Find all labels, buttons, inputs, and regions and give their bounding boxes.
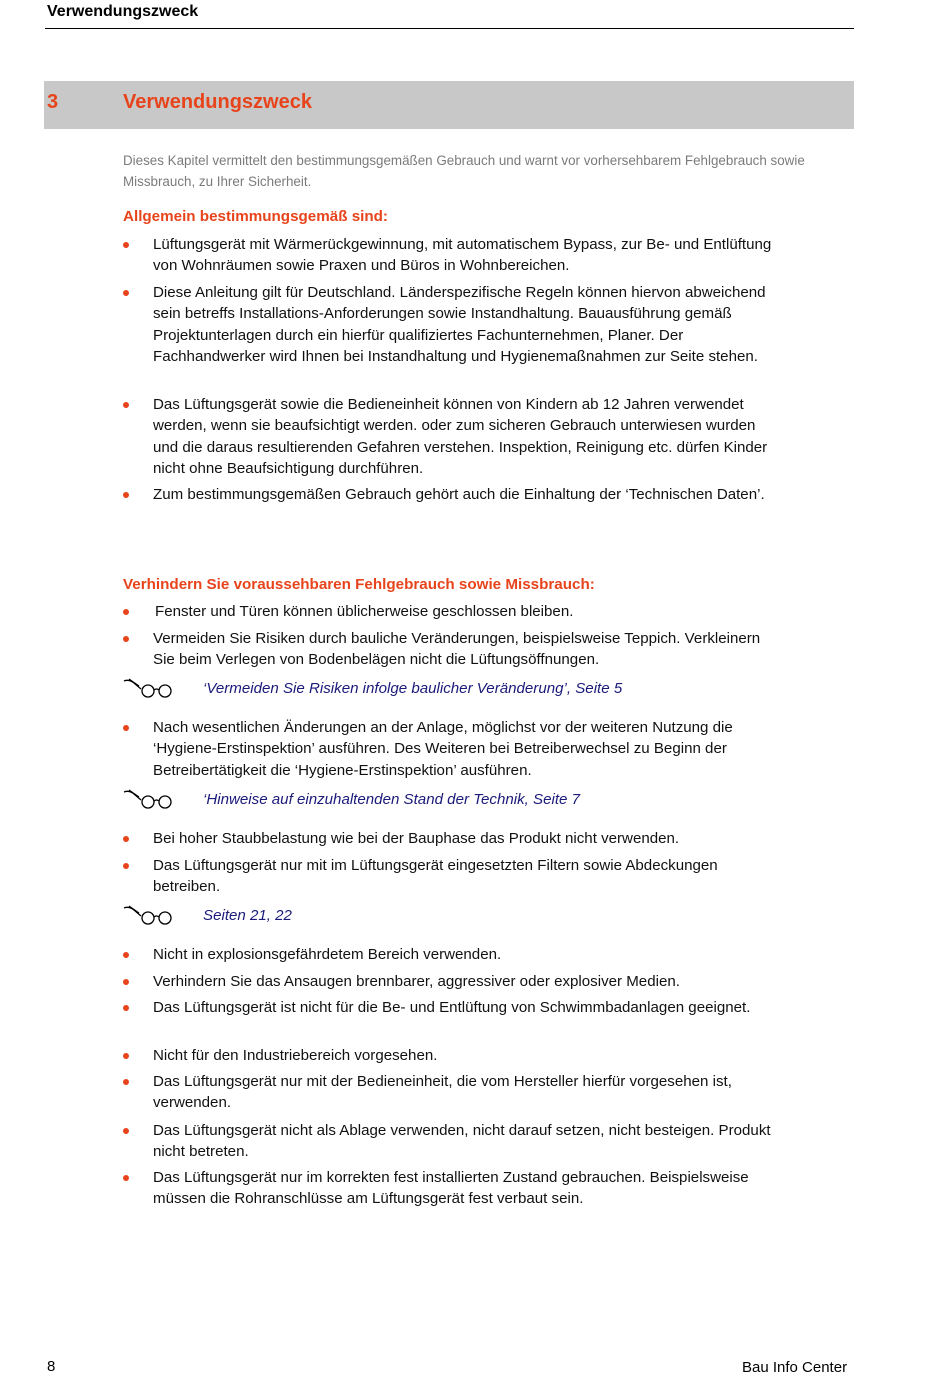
bullet-dot-icon (123, 290, 129, 296)
bullet-dot-icon (123, 1053, 129, 1059)
list-item-text: Das Lüftungsgerät nur mit im Lüftungsgerät eingesetzten Filtern sowie Abdeckungen betreiben. (153, 857, 718, 896)
bullet-dot-icon (123, 1128, 129, 1134)
cross-reference-text[interactable]: ‘Hinweise auf einzuhaltenden Stand der Technik, Seite 7 (203, 791, 581, 808)
bullet-dot-icon (123, 1175, 129, 1181)
bullet-dot-icon (123, 863, 129, 869)
list-item-text: Verhindern Sie das Ansaugen brennbarer, aggressiver oder explosiver Medien. (153, 973, 680, 990)
bullet-dot-icon (123, 609, 129, 615)
list-item-text: Das Lüftungsgerät nicht als Ablage verwenden, nicht darauf setzen, nicht besteigen. Produkt nicht betreten. (153, 1122, 771, 1161)
cross-reference-text[interactable]: ‘Vermeiden Sie Risiken infolge baulicher Veränderung’, Seite 5 (203, 680, 623, 697)
bullet-dot-icon (123, 952, 129, 958)
bullet-dot-icon (123, 242, 129, 248)
running-header-title: Verwendungszweck (47, 3, 199, 20)
list-item-text: Nach wesentlichen Änderungen an der Anlage, möglichst vor der weiteren Nutzung die ‘Hygiene-Erstinspektion’ ausführen. Des Weiteren bei Betreiberwechsel zu Beginn der Betreibertätigkeit die ‘Hygiene-Erstinspektion’ ausführen. (153, 719, 733, 779)
bullet-dot-icon (123, 492, 129, 498)
chapter-title: Verwendungszweck (123, 91, 312, 113)
bullet-dot-icon (123, 1005, 129, 1011)
section-heading-misuse: Verhindern Sie voraussehbaren Fehlgebrauch sowie Missbrauch: (123, 576, 595, 593)
glasses-icon (123, 677, 175, 699)
list-item-text: Das Lüftungsgerät sowie die Bedieneinheit können von Kindern ab 12 Jahren verwendet werden, wenn sie beaufsichtigt werden. oder zum sicheren Gebrauch unterwiesen wurden und die daraus resultierenden Gefahren verstehen. Inspektion, Reinigung etc. dürfen Kinder nicht ohne Beaufsichtigung durchführen. (153, 396, 768, 477)
list-item-text: Bei hoher Staubbelastung wie bei der Bauphase das Produkt nicht verwenden. (153, 830, 680, 847)
list-item-text: Das Lüftungsgerät ist nicht für die Be- und Entlüftung von Schwimmbadanlagen geeignet. (153, 999, 751, 1016)
cross-reference[interactable] (123, 677, 723, 703)
list-item-text: Diese Anleitung gilt für Deutschland. Länderspezifische Regeln können hiervon abweichend sein betreffs Installations-Anforderungen sowie Instandhaltung. Bauausführung gemäß Projektunterlagen durch ein hierfür qualifiziertes Fachunternehmen, Planer. Der Fachhandwerker wird Ihnen bei Instandhaltung und Hygienemaßnahmen zur Seite stehen. (153, 284, 766, 365)
bullet-dot-icon (123, 636, 129, 642)
bullet-dot-icon (123, 402, 129, 408)
header-rule (45, 28, 854, 29)
list-item-text: Fenster und Türen können üblicherweise geschlossen bleiben. (155, 603, 574, 620)
list-item-text: Lüftungsgerät mit Wärmerückgewinnung, mit automatischem Bypass, zur Be- und Entlüftung von Wohnräumen sowie Praxen und Büros in Wohnbereichen. (153, 236, 772, 275)
cross-reference[interactable] (123, 904, 723, 930)
glasses-icon (123, 904, 175, 926)
bullet-dot-icon (123, 836, 129, 842)
chapter-intro: Dieses Kapitel vermittelt den bestimmungsgemäßen Gebrauch und warnt vor vorhersehbarem Fehlgebrauch sowie Missbrauch, zu Ihrer Sicherheit. (123, 153, 805, 189)
glasses-icon (123, 788, 175, 810)
list-item-text: Nicht in explosionsgefährdetem Bereich verwenden. (153, 946, 502, 963)
chapter-number: 3 (47, 91, 59, 113)
list-item-text: Zum bestimmungsgemäßen Gebrauch gehört auch die Einhaltung der ‘Technischen Daten’. (153, 486, 765, 503)
cross-reference[interactable] (123, 788, 723, 814)
section-heading-intended-use: Allgemein bestimmungsgemäß sind: (123, 208, 388, 225)
list-item-text: Vermeiden Sie Risiken durch bauliche Veränderungen, beispielsweise Teppich. Verkleinern Sie beim Verlegen von Bodenbelägen nicht die Lüftungsöffnungen. (153, 630, 761, 669)
cross-reference-text[interactable]: Seiten 21, 22 (203, 907, 292, 924)
footer-brand: Bau Info Center (742, 1359, 848, 1376)
list-item-text: Das Lüftungsgerät nur mit der Bedieneinheit, die vom Hersteller hierfür vorgesehen ist, verwenden. (153, 1073, 732, 1112)
chapter-heading-band (44, 81, 854, 129)
bullet-dot-icon (123, 1079, 129, 1085)
list-item-text: Das Lüftungsgerät nur im korrekten fest installierten Zustand gebrauchen. Beispielsweise müssen die Rohranschlüsse am Lüftungsgerät fest verbaut sein. (153, 1169, 749, 1208)
bullet-dot-icon (123, 979, 129, 985)
list-item-text: Nicht für den Industriebereich vorgesehen. (153, 1047, 438, 1064)
bullet-dot-icon (123, 725, 129, 731)
page-number: 8 (47, 1358, 56, 1375)
